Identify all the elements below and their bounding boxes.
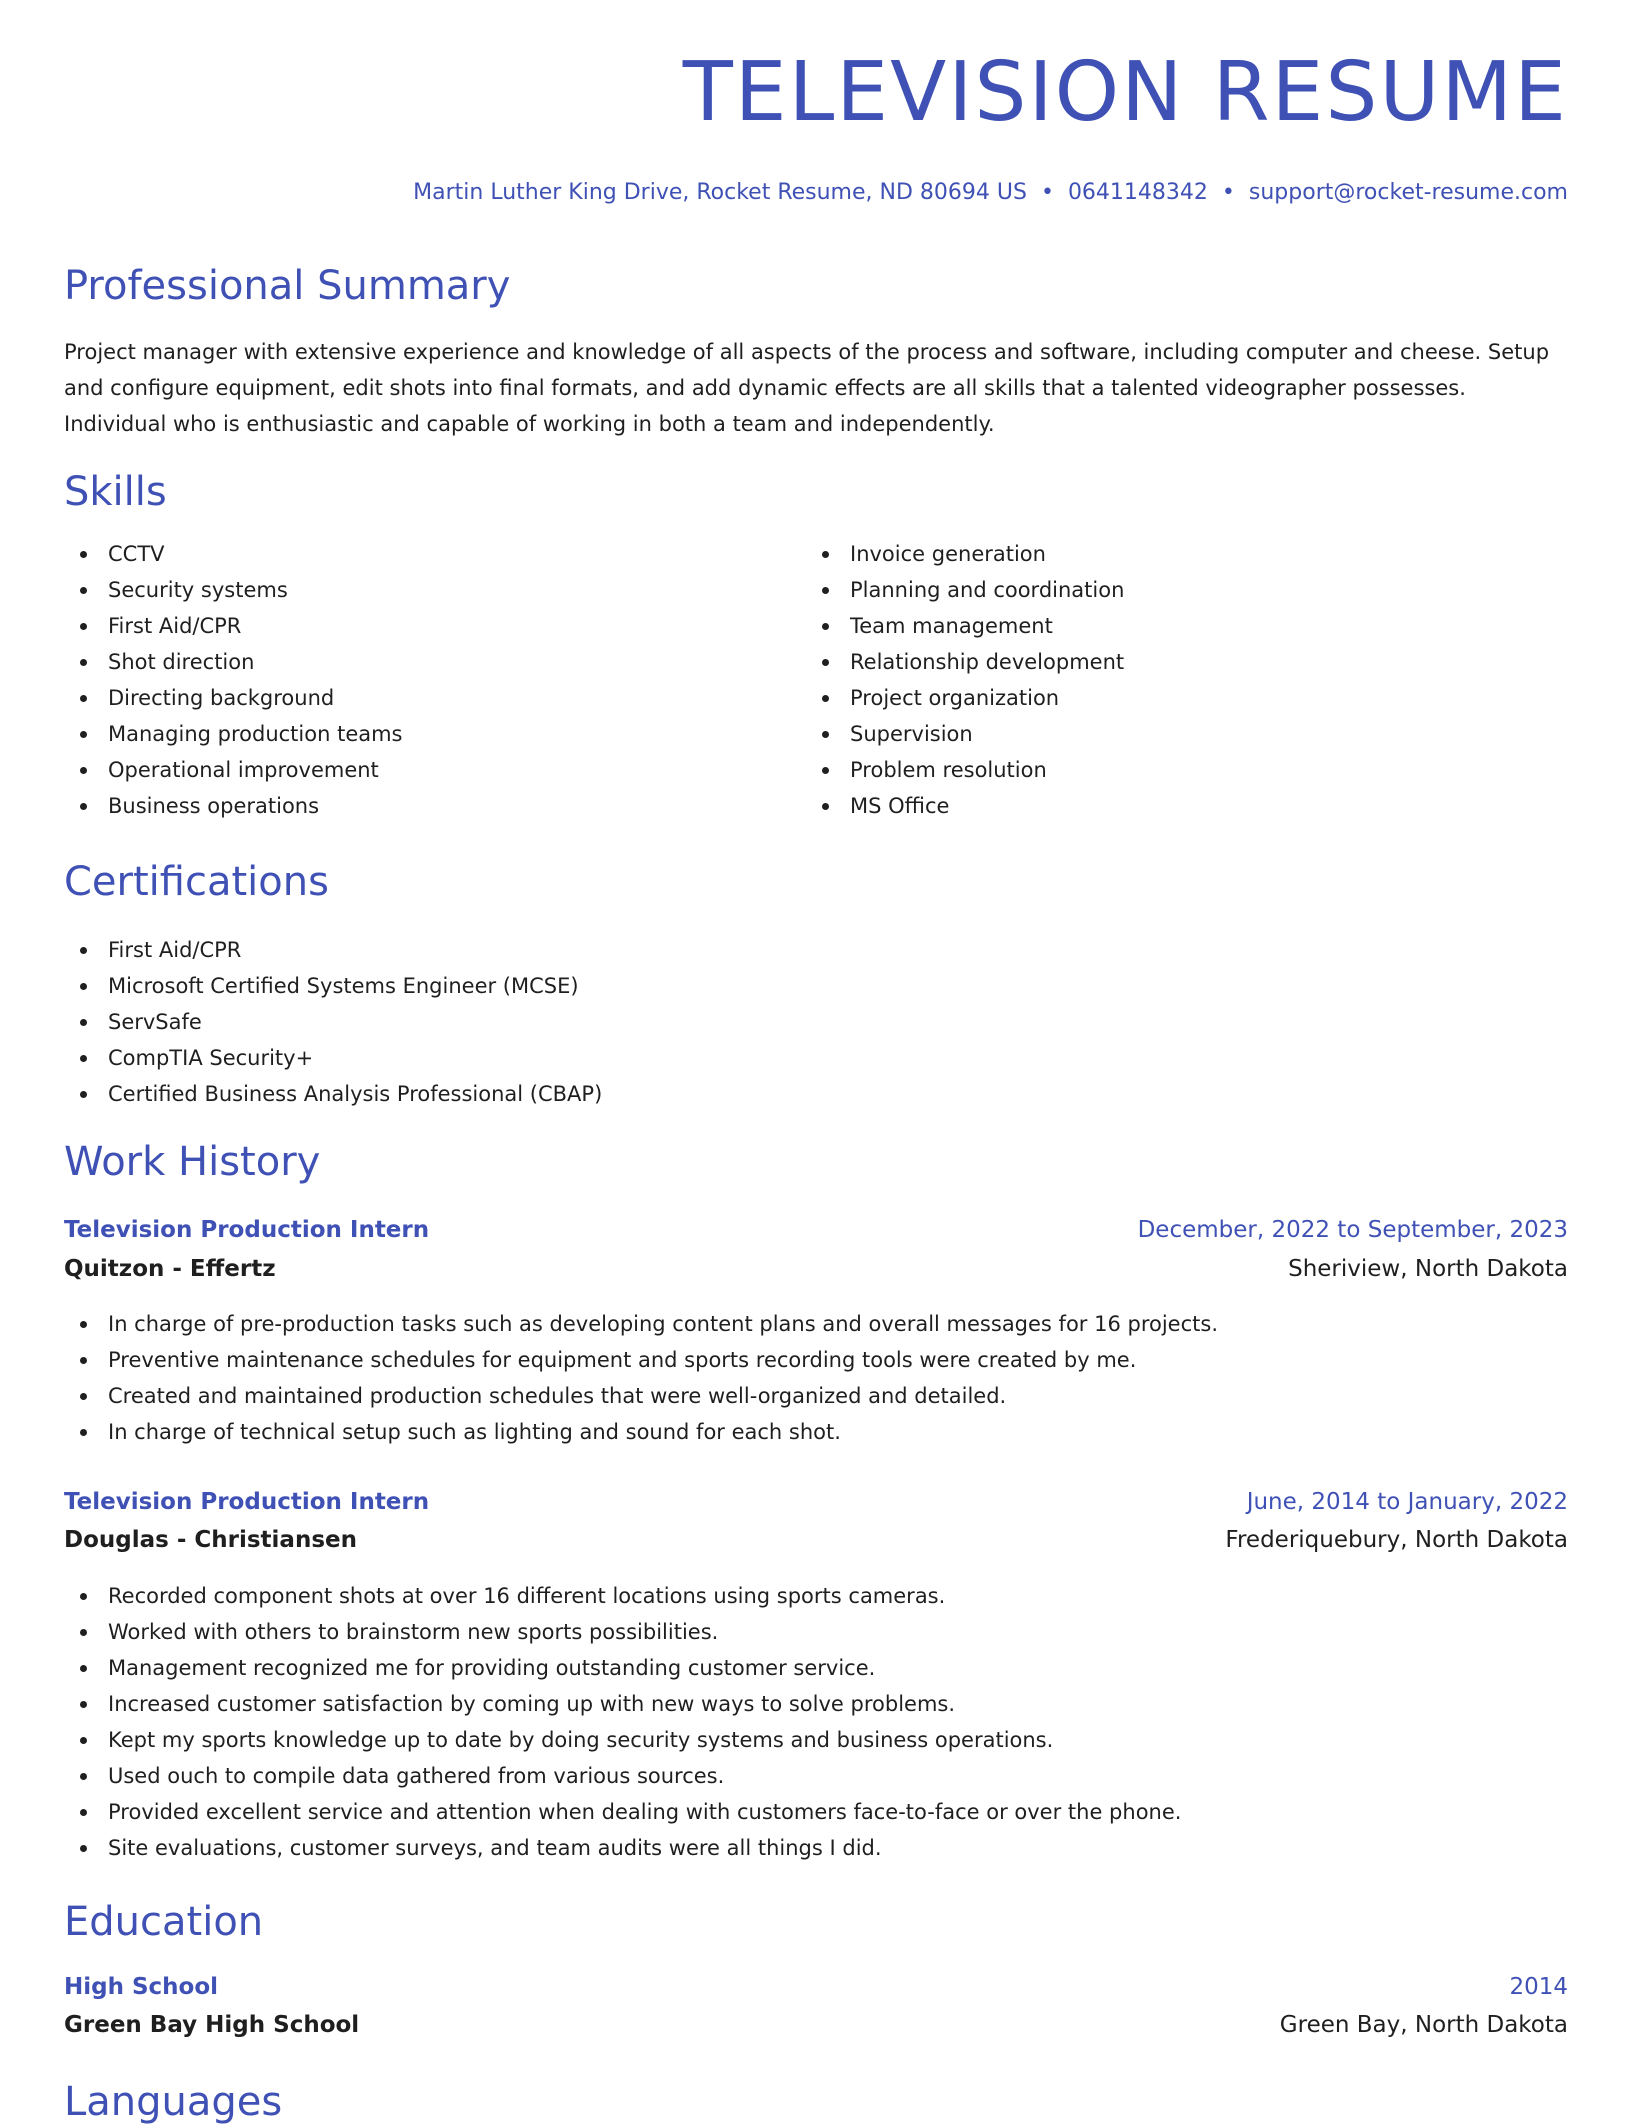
work-heading: Work History bbox=[64, 1139, 321, 1185]
job-bullet: Created and maintained production schedules that were well-organized and detailed. bbox=[64, 1378, 1218, 1414]
certifications-heading: Certifications bbox=[64, 859, 329, 905]
job-bullet: Site evaluations, customer surveys, and team audits were all things I did. bbox=[64, 1830, 1181, 1866]
skill-item: Supervision bbox=[806, 716, 1124, 752]
job-title: Television Production Intern bbox=[64, 1489, 430, 1515]
email-text: support@rocket-resume.com bbox=[1248, 180, 1568, 205]
skill-item: Planning and coordination bbox=[806, 572, 1124, 608]
skill-item: Relationship development bbox=[806, 644, 1124, 680]
certification-item: ServSafe bbox=[64, 1004, 602, 1040]
summary-text: Project manager with extensive experience and knowledge of all aspects of the process and software, including computer and cheese. Setup and configure equipment, edit shots into final formats, and add dynamic effects are all skills that a talented videographer possesses. Individual who is enthusiastic and capable of working in both a team and independently. bbox=[64, 340, 1550, 436]
job-location: Sheriview, North Dakota bbox=[1288, 1256, 1568, 1282]
phone-text: 0641148342 bbox=[1067, 180, 1208, 205]
job-bullets bbox=[64, 1578, 1181, 1866]
skill-item: Directing background bbox=[64, 680, 403, 716]
certification-item: Certified Business Analysis Professional (CBAP) bbox=[64, 1076, 602, 1112]
education-year: 2014 bbox=[1509, 1974, 1568, 2000]
skill-item: Shot direction bbox=[64, 644, 403, 680]
education-degree: High School bbox=[64, 1974, 219, 2000]
skills-list-right bbox=[806, 536, 1124, 824]
certification-item: CompTIA Security+ bbox=[64, 1040, 602, 1076]
skill-item: Problem resolution bbox=[806, 752, 1124, 788]
job-company: Quitzon - Effertz bbox=[64, 1256, 276, 1282]
skill-item: Invoice generation bbox=[806, 536, 1124, 572]
job-title: Television Production Intern bbox=[64, 1217, 430, 1243]
job-bullet: Preventive maintenance schedules for equipment and sports recording tools were created by me. bbox=[64, 1342, 1218, 1378]
education-school: Green Bay High School bbox=[64, 2012, 360, 2038]
education-location: Green Bay, North Dakota bbox=[1279, 2012, 1568, 2038]
job-bullet: Worked with others to brainstorm new sports possibilities. bbox=[64, 1614, 1181, 1650]
languages-heading: Languages bbox=[64, 2079, 283, 2125]
job-bullet: Increased customer satisfaction by coming up with new ways to solve problems. bbox=[64, 1686, 1181, 1722]
job-location: Frederiquebury, North Dakota bbox=[1225, 1527, 1568, 1553]
skill-item: Business operations bbox=[64, 788, 403, 824]
skill-item: MS Office bbox=[806, 788, 1124, 824]
job-bullet: Used ouch to compile data gathered from various sources. bbox=[64, 1758, 1181, 1794]
job-bullet: Recorded component shots at over 16 different locations using sports cameras. bbox=[64, 1578, 1181, 1614]
certifications-list bbox=[64, 932, 602, 1112]
certification-item: Microsoft Certified Systems Engineer (MCSE) bbox=[64, 968, 602, 1004]
skills-heading: Skills bbox=[64, 469, 167, 515]
skill-item: First Aid/CPR bbox=[64, 608, 403, 644]
address-text: Martin Luther King Drive, Rocket Resume, ND 80694 US bbox=[413, 180, 1027, 205]
job-dates: June, 2014 to January, 2022 bbox=[1246, 1489, 1568, 1515]
resume-title: TELEVISION RESUME bbox=[682, 45, 1568, 140]
job-bullet: In charge of technical setup such as lighting and sound for each shot. bbox=[64, 1414, 1218, 1450]
skill-item: Managing production teams bbox=[64, 716, 403, 752]
skill-item: Team management bbox=[806, 608, 1124, 644]
separator-dot: • bbox=[1221, 180, 1235, 205]
job-bullet: Kept my sports knowledge up to date by doing security systems and business operations. bbox=[64, 1722, 1181, 1758]
skill-item: Project organization bbox=[806, 680, 1124, 716]
certification-item: First Aid/CPR bbox=[64, 932, 602, 968]
separator-dot: • bbox=[1040, 180, 1054, 205]
skill-item: CCTV bbox=[64, 536, 403, 572]
contact-line bbox=[413, 180, 1568, 205]
summary-heading: Professional Summary bbox=[64, 263, 511, 309]
skill-item: Operational improvement bbox=[64, 752, 403, 788]
job-bullet: In charge of pre-production tasks such as developing content plans and overall messages for 16 projects. bbox=[64, 1306, 1218, 1342]
skills-list-left bbox=[64, 536, 403, 824]
job-bullet: Management recognized me for providing outstanding customer service. bbox=[64, 1650, 1181, 1686]
skill-item: Security systems bbox=[64, 572, 403, 608]
job-company: Douglas - Christiansen bbox=[64, 1527, 357, 1553]
job-bullets bbox=[64, 1306, 1218, 1450]
education-heading: Education bbox=[64, 1899, 264, 1945]
job-dates: December, 2022 to September, 2023 bbox=[1137, 1217, 1568, 1243]
job-bullet: Provided excellent service and attention when dealing with customers face-to-face or over the phone. bbox=[64, 1794, 1181, 1830]
